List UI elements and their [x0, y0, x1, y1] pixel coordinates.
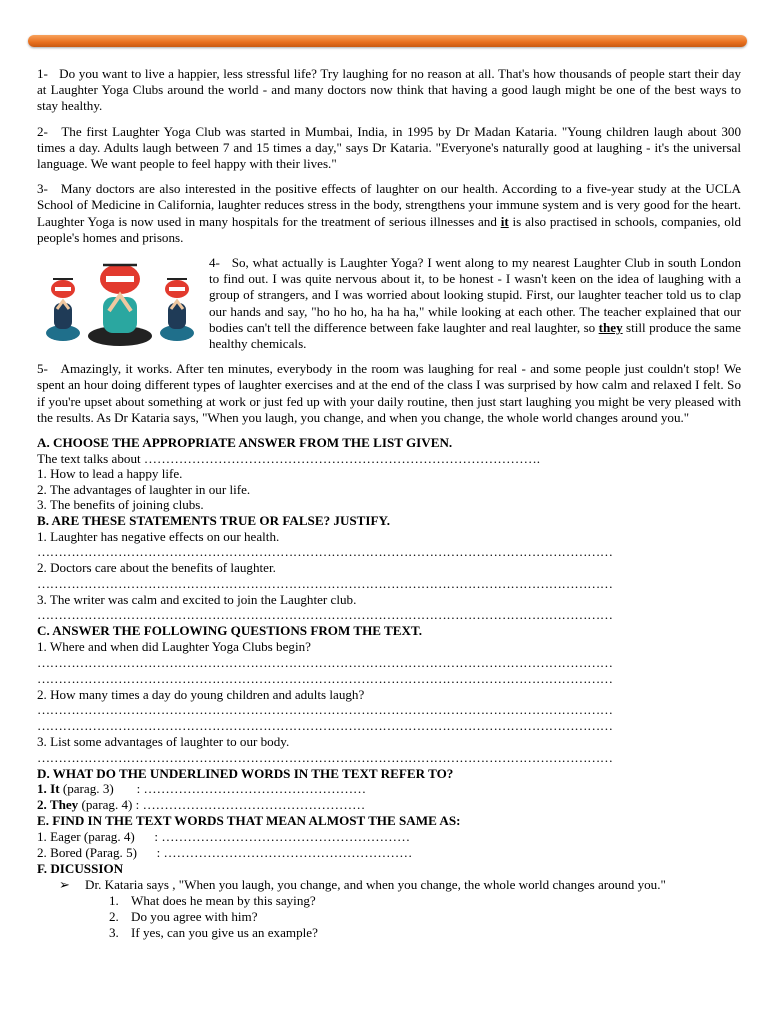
discussion-quote: ➢ Dr. Kataria says , "When you laugh, you change, and when you change, the whole world changes around you." — [59, 876, 666, 892]
paragraph-1: 1- Do you want to live a happier, less stressful life? Try laughing for no reason at all. That's how thousands of people start their day at Laughter Yoga Clubs around the world - and many doctors now think that having a good laugh might be one of the best ways to stay healthy. — [37, 66, 741, 114]
answer-line[interactable]: ……………………………………………………………………………………………………………………… — [37, 575, 613, 591]
synonym-question[interactable]: 2. Bored (Parag. 5) : ………………………………………………… — [37, 844, 413, 860]
answer-line[interactable]: ……………………………………………………………………………………………………………………… — [37, 670, 613, 686]
underlined-word-it: it — [500, 213, 509, 229]
laughter-yoga-illustration — [41, 257, 199, 347]
synonym-question[interactable]: 1. Eager (parag. 4) : ………………………………………………… — [37, 828, 411, 844]
answer-line[interactable]: ……………………………………………………………………………………………………………………… — [37, 654, 613, 670]
discussion-questions — [37, 893, 741, 941]
section-a-option: 1. How to lead a happy life. — [37, 466, 183, 482]
answer-line[interactable]: ……………………………………………………………………………………………………………………… — [37, 718, 613, 734]
answer-blank[interactable]: : …………………………………………… — [132, 797, 366, 813]
section-b-statement: 1. Laughter has negative effects on our health. — [37, 528, 280, 544]
section-a-option: 3. The benefits of joining clubs. — [37, 497, 204, 513]
paragraph-4: 4- So, what actually is Laughter Yoga? I went along to my nearest Laughter Club in south London to find out. I was quite nervous about it, to be honest - I wasn't keen on the idea of laughing with a group of strangers, and I was worried about looking stupid. First, our laughter teacher told us to clap our hands and say, "ho ho ho, ha ha ha," while looking at each other. The teacher explained that our bodies can't tell the difference between fake laughter and real laughter, so they still produce the same healthy chemicals. — [209, 255, 742, 352]
answer-line[interactable]: ……………………………………………………………………………………………………………………… — [37, 544, 613, 560]
answer-blank[interactable]: : …………………………………………… — [113, 781, 367, 797]
paragraph-5: 5- Amazingly, it works. After ten minutes, everybody in the room was laughing for real - and some people just couldn't stop! We spent an hour doing different types of laughter exercises and at the end of the class I was surprised by how calm and relaxed I felt. So if you're upset about something at work or just fed up with your daily routine, then just start laughing you might be very pleased with the results. As Dr Kataria says, "When you laugh, you change, and when you change, the whole world changes around you." — [37, 361, 742, 425]
section-f-heading: F. DICUSSION — [37, 860, 124, 876]
worksheet-body — [37, 66, 741, 941]
underlined-word-they: they — [598, 319, 623, 335]
section-c-heading: C. ANSWER THE FOLLOWING QUESTIONS FROM THE TEXT. — [37, 623, 423, 639]
answer-line[interactable]: ……………………………………………………………………………………………………………………… — [37, 749, 613, 765]
section-c-question: 2. How many times a day do young children and adults laugh? — [37, 686, 365, 702]
paragraph-2: 2- The first Laughter Yoga Club was started in Mumbai, India, in 1995 by Dr Madan Kataria. "Young children laugh about 300 times a day. Adults laugh between 7 and 15 times a day," says Dr Kataria. "Everyone's naturally good at laughing - it's the universal language. We want people to feel happy with their lives." — [37, 123, 741, 172]
section-b-heading: B. ARE THESE STATEMENTS TRUE OR FALSE? JUSTIFY. — [37, 513, 391, 529]
section-c-question: 1. Where and when did Laughter Yoga Clubs begin? — [37, 639, 311, 654]
section-a-option: 2. The advantages of laughter in our life. — [37, 481, 251, 497]
section-a-heading: A. CHOOSE THE APPROPRIATE ANSWER FROM THE LIST GIVEN. — [37, 435, 453, 451]
answer-line[interactable]: ……………………………………………………………………………………………………………………… — [37, 607, 613, 623]
paragraph-3: 3- Many doctors are also interested in the positive effects of laughter on our health. According to a five-year study at the UCLA School of Medicine in California, laughter reduces stress in the body, strengthens your immune system and is very good for the heart. Laughter Yoga is now used in many hospitals for the treatment of serious illnesses and it is also practised in schools, companies, old people's homes and prisons. — [37, 181, 742, 245]
paragraph-4-block — [37, 255, 741, 361]
section-d-heading: D. WHAT DO THE UNDERLINED WORDS IN THE TEXT REFER TO? — [37, 765, 454, 781]
discussion-question: 3. If yes, can you give us an example? — [109, 924, 318, 940]
discussion-question: 1. What does he mean by this saying? — [109, 892, 316, 908]
header-bar — [28, 35, 747, 47]
section-e-heading: E. FIND IN THE TEXT WORDS THAT MEAN ALMOST THE SAME AS: — [37, 813, 461, 829]
section-b-statement: 2. Doctors care about the benefits of laughter. — [37, 560, 276, 576]
reference-question: 2. They (parag. 4) : …………………………………………… — [37, 797, 366, 813]
reference-question: 1. It (parag. 3) : …………………………………………… — [37, 781, 367, 797]
section-b-statement: 3. The writer was calm and excited to join the Laughter club. — [37, 591, 357, 607]
answer-line[interactable]: ……………………………………………………………………………………………………………………… — [37, 702, 613, 718]
section-c-question: 3. List some advantages of laughter to our body. — [37, 734, 290, 750]
section-a-prompt: The text talks about ………………………………………………………………………………. — [37, 450, 540, 466]
arrow-bullet-icon: ➢ — [59, 876, 70, 892]
discussion-question: 2. Do you agree with him? — [109, 908, 258, 924]
